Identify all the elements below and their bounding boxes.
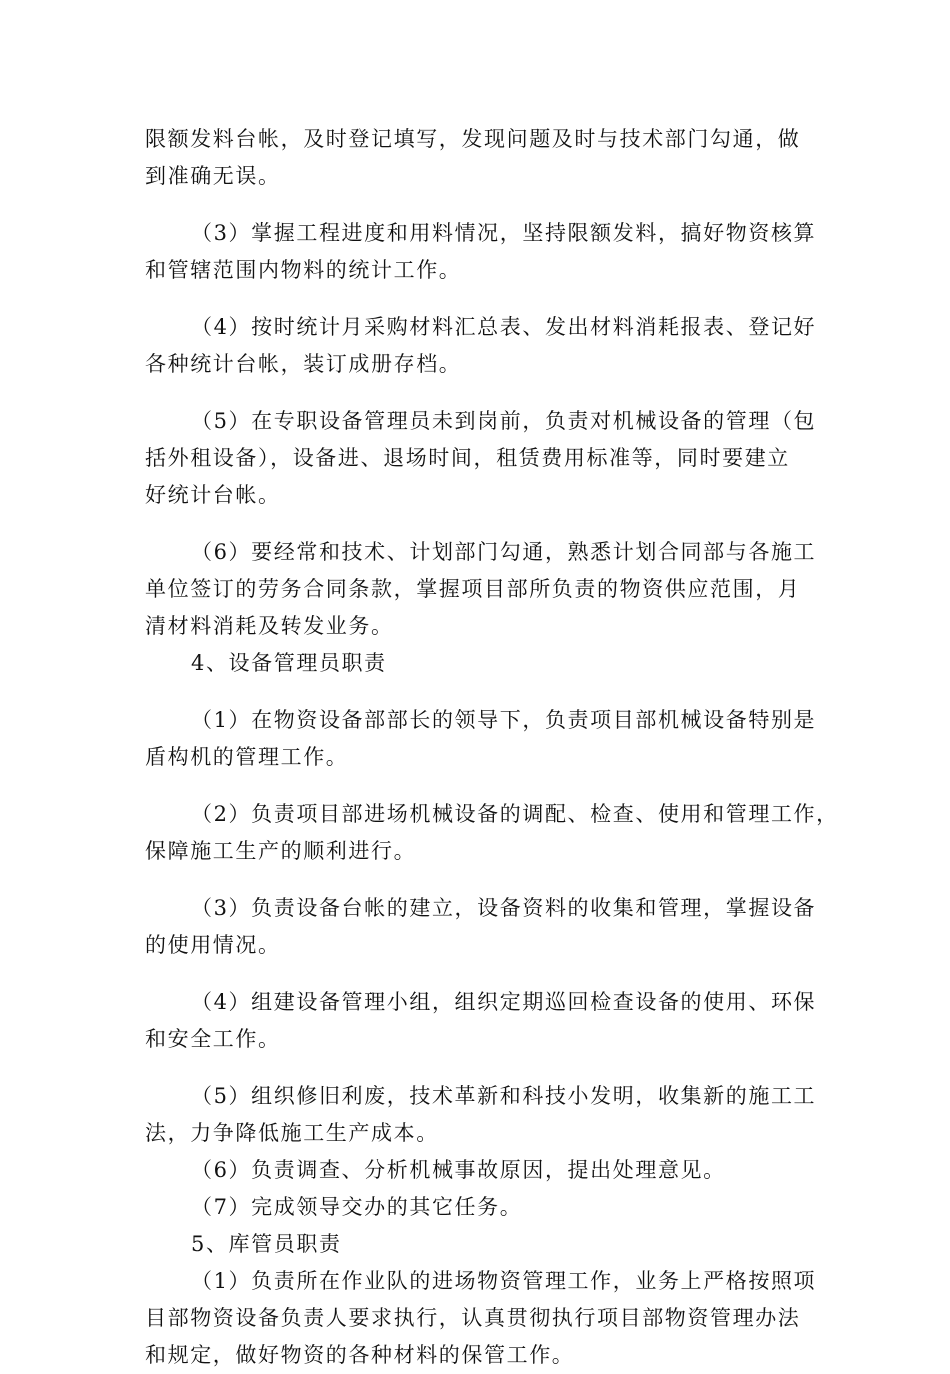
text-line: （5）在专职设备管理员未到岗前，负责对机械设备的管理（包 bbox=[191, 409, 817, 433]
text-line: （3）负责设备台帐的建立，设备资料的收集和管理，掌握设备 bbox=[191, 896, 817, 920]
text-line: 盾构机的管理工作。 bbox=[145, 745, 349, 769]
section-heading: 5、库管员职责 bbox=[191, 1232, 342, 1256]
text-line: （6）负责调查、分析机械事故原因，提出处理意见。 bbox=[191, 1158, 726, 1182]
section-heading: 4、设备管理员职责 bbox=[191, 651, 387, 675]
text-line: 和规定，做好物资的各种材料的保管工作。 bbox=[145, 1343, 575, 1367]
text-line: （2）负责项目部进场机械设备的调配、检查、使用和管理工作， bbox=[191, 802, 839, 826]
text-line: （3）掌握工程进度和用料情况，坚持限额发料，搞好物资核算 bbox=[191, 221, 817, 245]
text-line: （6）要经常和技术、计划部门勾通，熟悉计划合同部与各施工 bbox=[191, 540, 817, 564]
text-line: 和管辖范围内物料的统计工作。 bbox=[145, 258, 462, 282]
text-line: （4）组建设备管理小组，组织定期巡回检查设备的使用、环保 bbox=[191, 990, 817, 1014]
text-line: 限额发料台帐，及时登记填写，发现问题及时与技术部门勾通，做 bbox=[145, 127, 801, 151]
text-line: 到准确无误。 bbox=[145, 164, 281, 188]
text-line: 各种统计台帐，装订成册存档。 bbox=[145, 352, 462, 376]
text-line: 的使用情况。 bbox=[145, 933, 281, 957]
text-line: （1）在物资设备部部长的领导下，负责项目部机械设备特别是 bbox=[191, 708, 817, 732]
text-line: 清材料消耗及转发业务。 bbox=[145, 614, 394, 638]
text-line: 括外租设备），设备进、退场时间，租赁费用标准等，同时要建立 bbox=[145, 446, 790, 470]
document-body bbox=[145, 121, 839, 1374]
text-line: 目部物资设备负责人要求执行，认真贯彻执行项目部物资管理办法 bbox=[145, 1306, 801, 1330]
text-line: 法，力争降低施工生产成本。 bbox=[145, 1121, 439, 1145]
text-line: （4）按时统计月采购材料汇总表、发出材料消耗报表、登记好 bbox=[191, 315, 817, 339]
text-line: 好统计台帐。 bbox=[145, 483, 281, 507]
text-line: （1）负责所在作业队的进场物资管理工作，业务上严格按照项 bbox=[191, 1269, 817, 1293]
text-line: （5）组织修旧利废，技术革新和科技小发明，收集新的施工工 bbox=[191, 1084, 817, 1108]
text-line: 和安全工作。 bbox=[145, 1027, 281, 1051]
text-line: （7）完成领导交办的其它任务。 bbox=[191, 1195, 523, 1219]
text-line: 单位签订的劳务合同条款，掌握项目部所负责的物资供应范围，月 bbox=[145, 577, 801, 601]
text-line: 保障施工生产的顺利进行。 bbox=[145, 839, 417, 863]
